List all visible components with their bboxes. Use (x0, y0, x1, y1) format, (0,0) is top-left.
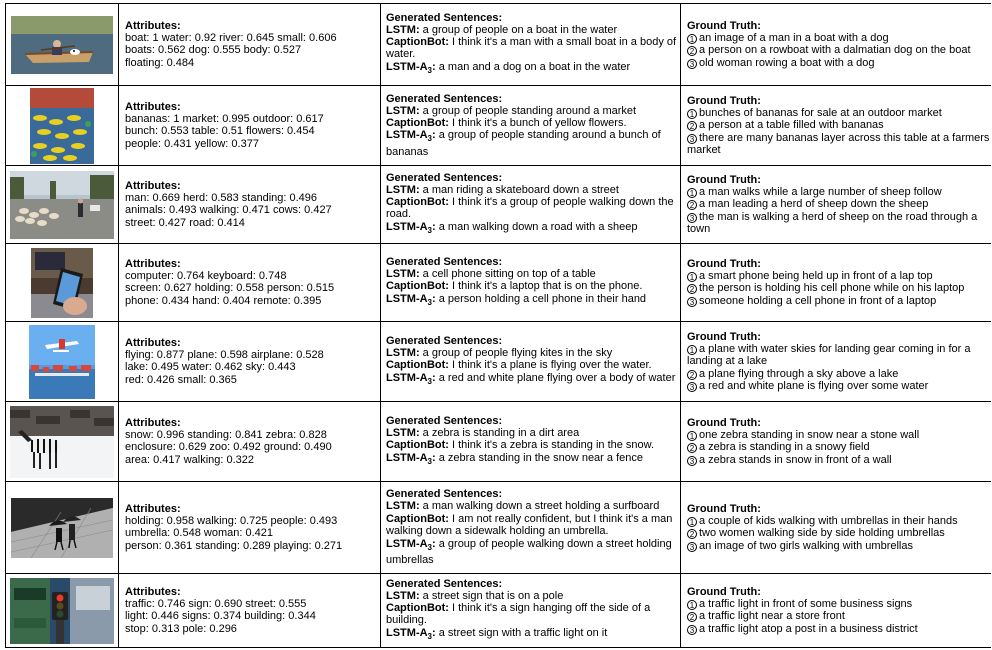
ground-truth-line: a red and white plane is flying over some water (699, 379, 929, 392)
attribute-line: bananas: 1 market: 0.995 outdoor: 0.617 (125, 112, 324, 125)
lstm-label: LSTM: (386, 500, 420, 513)
attributes-header: Attributes: (125, 502, 181, 515)
ground-truth-line: old woman rowing a boat with a dog (699, 56, 875, 69)
attributes-cell (119, 322, 381, 401)
ground-truth-line: a zebra stands in snow in front of a wall (699, 453, 892, 466)
attributes-cell (119, 244, 381, 321)
attribute-line: area: 0.417 walking: 0.322 (125, 453, 255, 466)
captionbot-sentence: I think it's a man with a small boat in a body of water. (386, 36, 677, 61)
circled-number: 3 (687, 297, 697, 307)
generated-cell (381, 86, 681, 165)
lstm-a3-label: LSTM-$A_3$: (386, 220, 436, 235)
generated-cell (381, 166, 681, 243)
lstm-sentence: a street sign that is on a pole (422, 589, 564, 602)
image-cell (6, 402, 119, 481)
attribute-line: street: 0.427 road: 0.414 (125, 216, 245, 229)
lstm-a3-sentence: a group of people walking down a street holding umbrellas (386, 537, 672, 567)
attribute-line: person: 0.361 standing: 0.289 playing: 0.271 (125, 539, 343, 552)
ground-truth-header: Ground Truth: (687, 173, 761, 186)
ground-truth-line: a plane flying through a sky above a lake (699, 367, 899, 380)
ground-truth-header: Ground Truth: (687, 94, 761, 107)
circled-number: 1 (687, 517, 697, 527)
lstm-a3-sentence: a person holding a cell phone in their hand (438, 292, 647, 305)
lstm-a3-sentence: a group of people standing around a bunch of bananas (386, 129, 661, 158)
captionbot-label: CaptionBot: (386, 602, 449, 614)
generated-cell (381, 244, 681, 321)
ground-truth-cell (681, 574, 991, 647)
generated-cell (381, 574, 681, 647)
lstm-a3-label: LSTM-$A_3$: (386, 626, 436, 641)
circled-number: 2 (687, 284, 697, 294)
lstm-sentence: a man riding a skateboard down a street (422, 183, 619, 196)
lstm-sentence: a group of people standing around a market (422, 104, 637, 117)
generated-cell (381, 482, 681, 573)
lstm-label: LSTM: (386, 104, 420, 117)
ground-truth-line: a man leading a herd of sheep down the sheep (699, 198, 929, 211)
attribute-line: stop: 0.313 pole: 0.296 (125, 622, 237, 635)
ground-truth-header: Ground Truth: (687, 416, 761, 429)
lstm-a3-label: LSTM-$A_3$: (386, 129, 436, 144)
ground-truth-header: Ground Truth: (687, 330, 761, 343)
attribute-line: people: 0.431 yellow: 0.377 (125, 137, 259, 150)
attributes-cell (119, 4, 381, 85)
captionbot-sentence: I think it's a sign hanging off the side of a building. (386, 602, 651, 627)
image-cell (6, 322, 119, 401)
sheep-street-photo-icon (10, 171, 114, 239)
attributes-cell (119, 402, 381, 481)
results-table (5, 3, 991, 648)
ground-truth-line: the person is holding his cell phone while on his laptop (699, 282, 965, 295)
traffic-light-photo-icon (10, 578, 114, 644)
lstm-a3-sentence: a man and a dog on a boat in the water (438, 60, 631, 73)
attributes-cell (119, 574, 381, 647)
lstm-label: LSTM: (386, 589, 420, 602)
attribute-line: floating: 0.484 (125, 56, 195, 69)
attribute-line: phone: 0.434 hand: 0.404 remote: 0.395 (125, 294, 322, 307)
ground-truth-line: a traffic light near a store front (699, 610, 845, 623)
ground-truth-header: Ground Truth: (687, 257, 761, 270)
table-row (6, 166, 991, 244)
ground-truth-line: an image of two girls walking with umbrellas (699, 539, 913, 552)
ground-truth-line: one zebra standing in snow near a stone wall (699, 428, 920, 441)
attribute-line: animals: 0.493 walking: 0.471 cows: 0.427 (125, 204, 332, 217)
attribute-line: traffic: 0.746 sign: 0.690 street: 0.555 (125, 597, 307, 610)
attributes-header: Attributes: (125, 179, 181, 192)
attributes-cell (119, 86, 381, 165)
attribute-line: umbrella: 0.548 woman: 0.421 (125, 527, 273, 540)
generated-cell (381, 4, 681, 85)
circled-number: 1 (687, 272, 697, 282)
circled-number: 3 (687, 625, 697, 635)
image-cell (6, 482, 119, 573)
phone-laptop-photo-icon (31, 248, 93, 318)
captionbot-sentence: I think it's a zebra is standing in the snow. (452, 439, 655, 452)
generated-cell (381, 322, 681, 401)
captionbot-label: CaptionBot: (386, 359, 449, 372)
lstm-a3-sentence: a man walking down a road with a sheep (438, 220, 638, 233)
attribute-line: red: 0.426 small: 0.365 (125, 373, 237, 386)
captionbot-label: CaptionBot: (386, 439, 449, 452)
attribute-line: boat: 1 water: 0.92 river: 0.645 small: 0.606 (125, 31, 337, 44)
attribute-line: screen: 0.627 holding: 0.558 person: 0.515 (125, 282, 335, 295)
ground-truth-line: a man walks while a large number of sheep follow (699, 185, 942, 198)
image-cell (6, 166, 119, 243)
captionbot-label: CaptionBot: (386, 280, 449, 293)
captionbot-label: CaptionBot: (386, 36, 449, 48)
lstm-sentence: a group of people on a boat in the water (422, 23, 618, 36)
circled-number: 3 (687, 382, 697, 392)
generated-header: Generated Sentences: (386, 577, 503, 590)
ground-truth-cell (681, 86, 991, 165)
captionbot-sentence: I think it's a plane is flying over the water. (452, 359, 652, 372)
attribute-line: bunch: 0.553 table: 0.51 flowers: 0.454 (125, 125, 315, 138)
attribute-line: computer: 0.764 keyboard: 0.748 (125, 269, 287, 282)
ground-truth-line: a traffic light in front of some business signs (699, 597, 913, 610)
circled-number: 2 (687, 612, 697, 622)
ground-truth-header: Ground Truth: (687, 585, 761, 598)
lstm-label: LSTM: (386, 346, 420, 359)
captionbot-sentence: I am not really confident, but I think it's a man walking down a sidewalk holding an umbrella. (386, 512, 673, 538)
circled-number: 3 (687, 456, 697, 466)
circled-number: 2 (687, 46, 697, 56)
ground-truth-line: the man is walking a herd of sheep on the road through a town (687, 210, 978, 235)
lstm-a3-label: LSTM-$A_3$: (386, 537, 436, 552)
generated-header: Generated Sentences: (386, 334, 503, 347)
ground-truth-line: an image of a man in a boat with a dog (699, 31, 889, 44)
ground-truth-cell (681, 482, 991, 573)
circled-number: 3 (687, 59, 697, 69)
lstm-a3-sentence: a street sign with a traffic light on it (438, 626, 608, 639)
attributes-header: Attributes: (125, 585, 181, 598)
lstm-sentence: a cell phone sitting on top of a table (422, 267, 596, 280)
generated-header: Generated Sentences: (386, 92, 503, 105)
ground-truth-cell (681, 322, 991, 401)
circled-number: 3 (687, 213, 697, 223)
attribute-line: holding: 0.958 walking: 0.725 people: 0.493 (125, 514, 338, 527)
zebra-snow-photo-icon (10, 406, 114, 478)
ground-truth-line: someone holding a cell phone in front of a laptop (699, 294, 937, 307)
captionbot-sentence: I think it's a bunch of yellow flowers. (452, 117, 627, 129)
attributes-header: Attributes: (125, 100, 181, 113)
boat-photo-icon (11, 16, 113, 74)
circled-number: 2 (687, 200, 697, 210)
plane-lake-photo-icon (29, 325, 95, 399)
circled-number: 1 (687, 109, 697, 119)
lstm-label: LSTM: (386, 426, 420, 439)
table-row (6, 482, 991, 574)
ground-truth-cell (681, 166, 991, 243)
attribute-line: snow: 0.996 standing: 0.841 zebra: 0.828 (125, 428, 327, 441)
circled-number: 2 (687, 443, 697, 453)
lstm-a3-sentence: a zebra standing in the snow near a fence (438, 451, 643, 464)
generated-cell (381, 402, 681, 481)
ground-truth-header: Ground Truth: (687, 19, 761, 32)
lstm-a3-label: LSTM-$A_3$: (386, 60, 436, 75)
captionbot-label: CaptionBot: (386, 117, 449, 129)
ground-truth-line: a couple of kids walking with umbrellas in their hands (699, 514, 958, 527)
circled-number: 2 (687, 121, 697, 131)
ground-truth-line: a smart phone being held up in front of a lap top (699, 269, 933, 282)
table-row (6, 402, 991, 482)
circled-number: 1 (687, 34, 697, 44)
attribute-line: boats: 0.562 dog: 0.555 body: 0.527 (125, 44, 302, 57)
table-row (6, 244, 991, 322)
ground-truth-cell (681, 4, 991, 85)
table-row (6, 4, 991, 86)
ground-truth-line: a plane with water skies for landing gear coming in for a landing at a lake (687, 342, 971, 368)
lstm-a3-sentence: a red and white plane flying over a body of water (438, 371, 676, 384)
ground-truth-line: a person on a rowboat with a dalmatian dog on the boat (699, 44, 971, 57)
image-cell (6, 4, 119, 85)
ground-truth-line: a zebra is standing in a snowy field (699, 441, 870, 454)
ground-truth-line: bunches of bananas for sale at an outdoor market (699, 106, 942, 119)
attributes-header: Attributes: (125, 257, 181, 270)
ground-truth-cell (681, 244, 991, 321)
captionbot-label: CaptionBot: (386, 196, 449, 208)
circled-number: 1 (687, 600, 697, 610)
ground-truth-line: a person at a table filled with bananas (699, 119, 884, 132)
lstm-sentence: a group of people flying kites in the sky (422, 346, 613, 359)
ground-truth-line: there are many bananas layer across this table at a farmers market (687, 131, 990, 156)
table-row (6, 86, 991, 166)
table-row (6, 322, 991, 402)
generated-header: Generated Sentences: (386, 11, 503, 24)
ground-truth-header: Ground Truth: (687, 502, 761, 515)
ground-truth-line: two women walking side by side holding umbrellas (699, 527, 945, 540)
attribute-line: lake: 0.495 water: 0.462 sky: 0.443 (125, 361, 296, 374)
generated-header: Generated Sentences: (386, 414, 503, 427)
circled-number: 3 (687, 134, 697, 144)
attributes-header: Attributes: (125, 336, 181, 349)
ground-truth-line: a traffic light atop a post in a business district (699, 622, 918, 635)
captionbot-sentence: I think it's a laptop that is on the phone. (452, 280, 643, 293)
attribute-line: flying: 0.877 plane: 0.598 airplane: 0.528 (125, 348, 324, 361)
umbrellas-photo-icon (11, 498, 113, 558)
circled-number: 1 (687, 188, 697, 198)
image-cell (6, 244, 119, 321)
captionbot-label: CaptionBot: (386, 512, 449, 525)
table-row (6, 574, 991, 648)
image-cell (6, 574, 119, 647)
attributes-header: Attributes: (125, 416, 181, 429)
lstm-a3-label: LSTM-$A_3$: (386, 292, 436, 307)
captionbot-sentence: I think it's a group of people walking down the road. (386, 196, 674, 221)
attribute-line: enclosure: 0.629 zoo: 0.492 ground: 0.490 (125, 441, 332, 454)
lstm-sentence: a man walking down a street holding a surfboard (422, 500, 660, 513)
lstm-label: LSTM: (386, 183, 420, 196)
circled-number: 1 (687, 345, 697, 355)
circled-number: 1 (687, 431, 697, 441)
attributes-header: Attributes: (125, 19, 181, 32)
lstm-a3-label: LSTM-$A_3$: (386, 451, 436, 466)
lstm-sentence: a zebra is standing in a dirt area (422, 426, 580, 439)
image-cell (6, 86, 119, 165)
lstm-label: LSTM: (386, 23, 420, 36)
generated-header: Generated Sentences: (386, 488, 503, 501)
generated-header: Generated Sentences: (386, 255, 503, 268)
attributes-cell (119, 166, 381, 243)
attributes-cell (119, 482, 381, 573)
ground-truth-cell (681, 402, 991, 481)
circled-number: 2 (687, 529, 697, 539)
lstm-a3-label: LSTM-$A_3$: (386, 371, 436, 386)
bananas-market-photo-icon (30, 88, 94, 164)
generated-header: Generated Sentences: (386, 171, 503, 184)
circled-number: 3 (687, 542, 697, 552)
attribute-line: light: 0.446 signs: 0.374 building: 0.344 (125, 610, 316, 623)
circled-number: 2 (687, 370, 697, 380)
lstm-label: LSTM: (386, 267, 420, 280)
attribute-line: man: 0.669 herd: 0.583 standing: 0.496 (125, 191, 318, 204)
